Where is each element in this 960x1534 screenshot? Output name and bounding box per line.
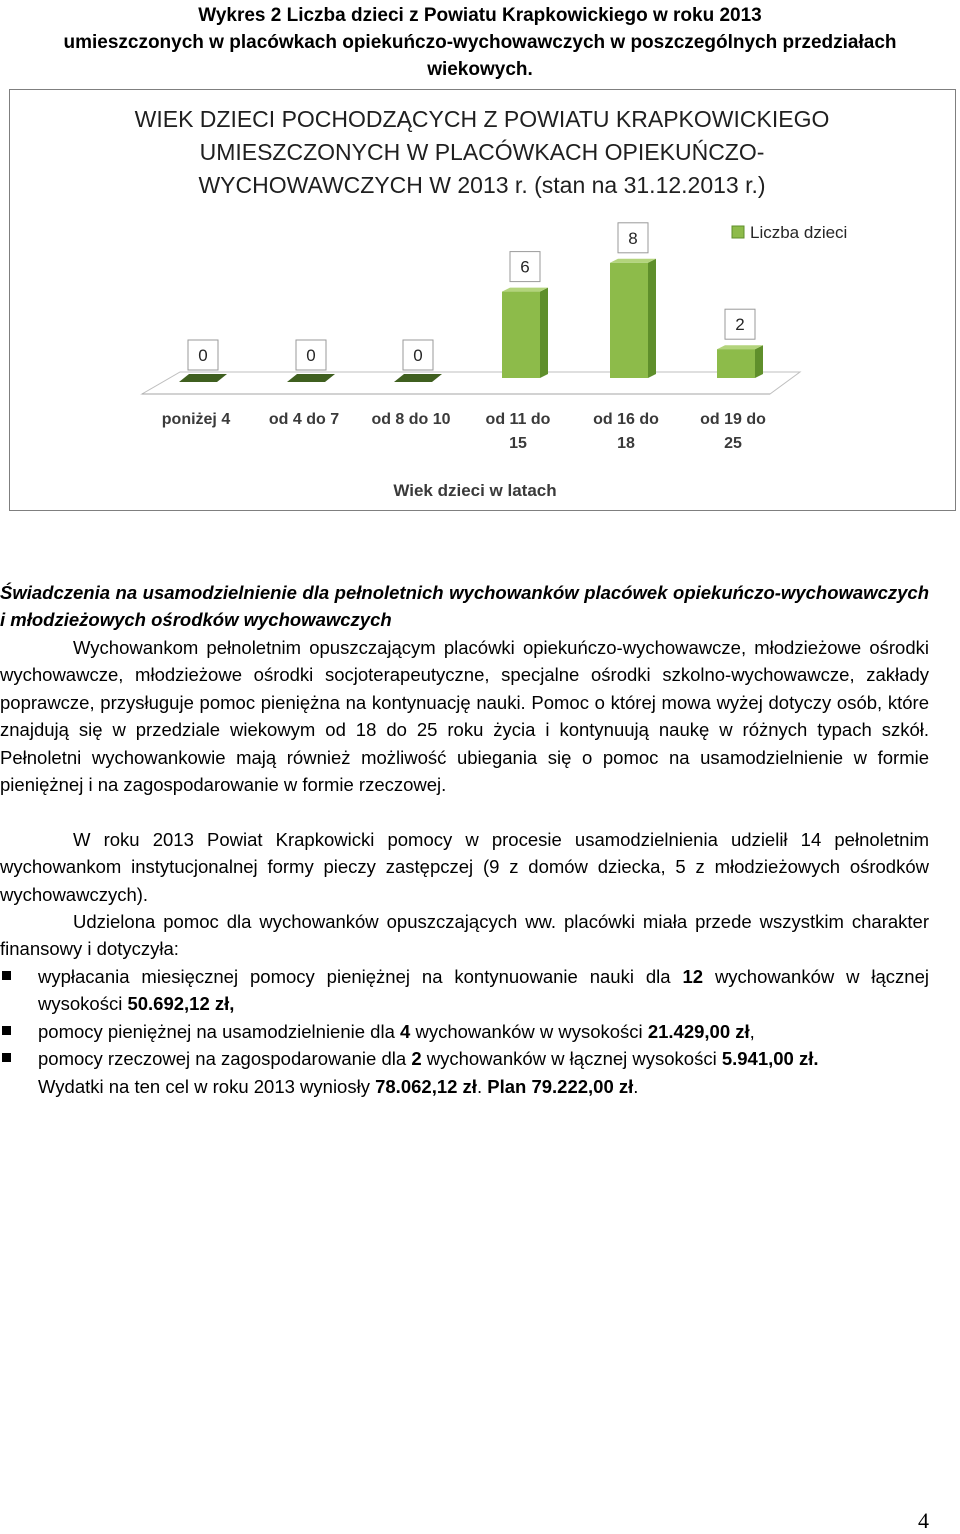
category-label-2: od 8 do 10	[371, 411, 451, 428]
category-label-3-1: 15	[509, 435, 527, 452]
bar-5	[717, 349, 755, 378]
paragraph-eligibility: Wychowankom pełnoletnim opuszczającym placówki opiekuńczo-wychowawcze, młodzieżowe ośrodki wychowawcze, młodzieżowe ośrodki socjoterapeutyczne, specjalne ośrodki szkolno-wychowawcze, zakłady poprawcze, przysługuje pomoc pieniężna na kontynuację nauki. Pomoc o której mowa wyżej dotyczy osób, które znajdują się w przedziale wiekowym od 18 do 25 roku życia i kontynuują naukę w różnych typach szkół. Pełnoletni wychowankowie mają również możliwość ubiegania się o pomoc na usamodzielnienie w formie pieniężnej i na zagospodarowanie w formie rzeczowej.	[0, 637, 929, 796]
bar-side-5	[755, 345, 763, 378]
data-label-0: 0	[198, 346, 208, 365]
expenses-summary: Wydatki na ten cel w roku 2013 wyniosły 78.062,12 zł. Plan 79.222,00 zł.	[38, 1075, 639, 1097]
chart-floor	[142, 372, 800, 394]
paragraph-aid-character: Udzielona pomoc dla wychowanków opuszczających ww. placówki miała przede wszystkim charakter finansowy i dotyczyła:	[0, 911, 929, 960]
category-label-4-1: 18	[617, 435, 635, 452]
caption-line-3: wiekowych.	[427, 59, 533, 80]
chart-title-line-3: WYCHOWAWCZYCH W 2013 r. (stan na 31.12.2013 r.)	[198, 172, 766, 198]
data-label-4: 8	[628, 228, 638, 248]
x-axis-title: Wiek dzieci w latach	[393, 481, 557, 500]
bar-side-4	[648, 259, 656, 378]
bar-side-3	[540, 288, 548, 378]
bar-chart	[0, 0, 960, 520]
square-bullet-icon	[2, 1026, 11, 1035]
section-heading: Świadczenia na usamodzielnienie dla pełnoletnich wychowanków placówek opiekuńczo-wychowawczych i młodzieżowych ośrodków wychowawczych	[0, 582, 929, 631]
category-label-5: od 19 do	[700, 411, 766, 428]
category-label-4: od 16 do	[593, 411, 659, 428]
data-label-5: 2	[735, 315, 745, 335]
data-label-1: 0	[306, 346, 316, 365]
bar-top-3	[502, 288, 548, 292]
aid-list	[0, 963, 929, 1100]
category-label-5-1: 25	[724, 435, 742, 452]
data-label-3: 6	[520, 257, 530, 277]
bar-4	[610, 263, 648, 378]
caption-line-1: Wykres 2 Liczba dzieci z Powiatu Krapkowickiego w roku 2013	[198, 5, 762, 26]
square-bullet-icon	[2, 971, 11, 980]
list-item: pomocy rzeczowej na zagospodarowanie dla 2 wychowanków w łącznej wysokości 5.941,00 zł. Wydatki na ten cel w roku 2013 wyniosły 78.062,12 zł. Plan 79.222,00 zł.	[0, 1045, 929, 1100]
chart-title-line-2: UMIESZCZONYCH W PLACÓWKACH OPIEKUŃCZO-	[199, 139, 765, 165]
legend-label: Liczba dzieci	[750, 223, 848, 242]
category-label-3: od 11 do	[485, 411, 551, 428]
square-bullet-icon	[2, 1053, 11, 1062]
bar-3	[502, 292, 540, 378]
chart-title-line-1: WIEK DZIECI POCHODZĄCYCH Z POWIATU KRAPKOWICKIEGO	[134, 106, 830, 132]
paragraph-2013-summary: W roku 2013 Powiat Krapkowicki pomocy w procesie usamodzielnienia udzielił 14 pełnoletnim wychowankom instytucjonalnej formy pieczy zastępczej (9 z domów dziecka, 5 z młodzieżowych ośrodków wychowawczych).	[0, 829, 929, 905]
data-label-2: 0	[413, 346, 423, 365]
list-item: wypłacania miesięcznej pomocy pieniężnej na kontynuowanie nauki dla 12 wychowanków w łącznej wysokości 50.692,12 zł,	[0, 963, 929, 1018]
category-label-1: od 4 do 7	[268, 411, 340, 428]
category-label-0: poniżej 4	[161, 411, 231, 428]
bar-top-4	[610, 259, 656, 263]
list-item: pomocy pieniężnej na usamodzielnienie dla 4 wychowanków w wysokości 21.429,00 zł,	[0, 1018, 929, 1045]
bar-top-5	[717, 345, 763, 349]
page-number: 4	[918, 1508, 929, 1533]
caption-line-2: umieszczonych w placówkach opiekuńczo-wychowawczych w poszczególnych przedziałach	[63, 32, 897, 53]
legend-swatch	[732, 226, 744, 238]
